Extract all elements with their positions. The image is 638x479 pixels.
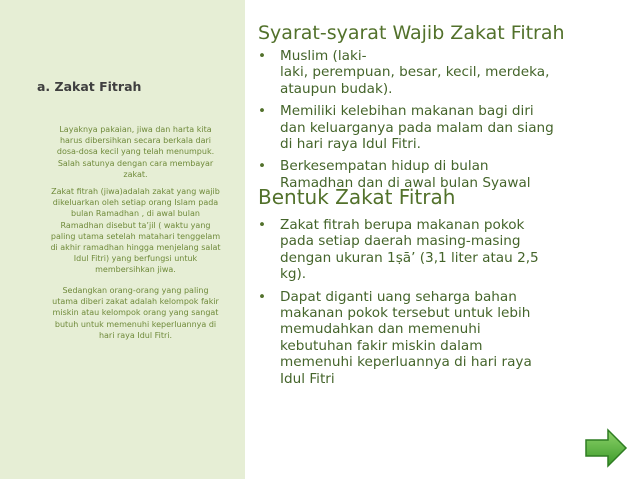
- bullet-icon: •: [258, 288, 267, 305]
- left-paragraph-1: Layaknya pakaian, jiwa dan harta kita harus dibersihkan secara berkala dari dosa-dosa kecil yang telah menumpuk. Salah satunya dengan cara membayar zakat.: [56, 125, 215, 179]
- bullet-icon: •: [258, 103, 267, 120]
- next-slide-button[interactable]: [584, 428, 628, 468]
- left-paragraph-3: Sedangkan orang-orang yang paling utama diberi zakat adalah kelompok fakir miskin atau kelompok orang yang sangat butuh untuk memenuhi keperluannya di hari raya Idul Fitri.: [52, 286, 219, 340]
- list-item: • Dapat diganti uang seharga bahan makanan pokok tersebut untuk lebih memudahkan dan memenuhi kebutuhan fakir miskin dalam memenuhi keperluannya di hari raya Idul Fitri: [258, 288, 532, 387]
- title-syarat: Syarat-syarat Wajib Zakat Fitrah: [258, 22, 565, 44]
- right-arrow-icon: [584, 428, 628, 468]
- syarat-list: [258, 48, 633, 197]
- list-item: • Zakat fitrah berupa makanan pokok pada setiap daerah masing-masing dengan ukuran 1ṣā’ (3,1 liter atau 2,5 kg).: [258, 217, 539, 283]
- left-paragraph-2: Zakat fitrah (jiwa)adalah zakat yang wajib dikeluarkan oleh setiap orang Islam pada bulan Ramadhan , di awal bulan Ramadhan disebut ta’jil ( waktu yang paling utama setelah matahari tenggelam di akhir ramadhan hingga menjelang salat Idul Fitri) yang berfungsi untuk membersihkan jiwa.: [50, 187, 221, 275]
- left-heading: a. Zakat Fitrah: [37, 79, 142, 94]
- left-panel: [0, 0, 245, 479]
- bullet-icon: •: [258, 158, 267, 175]
- bullet-icon: •: [258, 48, 267, 64]
- list-item: • Muslim (laki- laki, perempuan, besar, kecil, merdeka, ataupun budak).: [258, 48, 550, 97]
- bentuk-list: [258, 217, 633, 393]
- title-bentuk: Bentuk Zakat Fitrah: [258, 185, 456, 209]
- list-item: • Berkesempatan hidup di bulan Ramadhan dan di awal bulan Syawal: [258, 158, 531, 191]
- bullet-icon: •: [258, 217, 267, 233]
- list-item: • Memiliki kelebihan makanan bagi diri dan keluarganya pada malam dan siang di hari raya Idul Fitri.: [258, 103, 554, 153]
